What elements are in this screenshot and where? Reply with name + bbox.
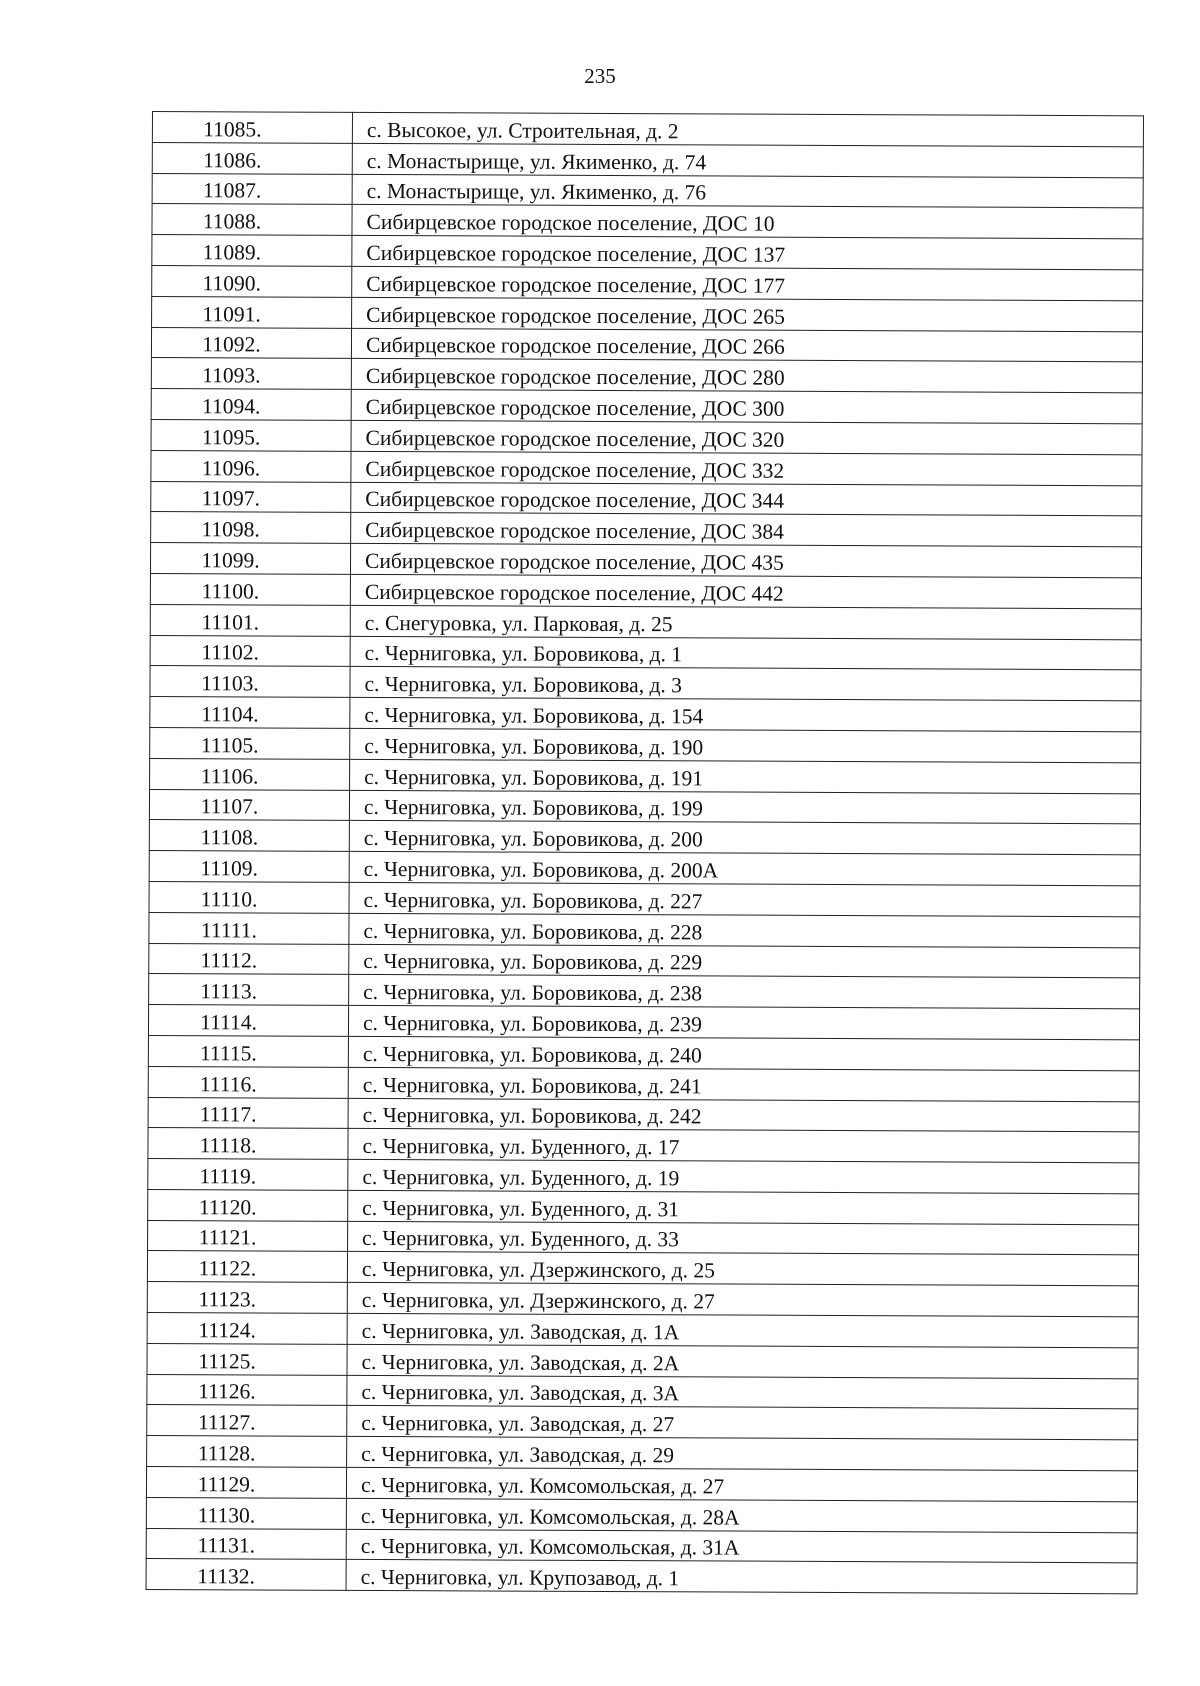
table-row [151, 419, 1142, 454]
row-number: 11129. [146, 1467, 346, 1499]
row-address: с. Черниговка, ул. Комсомольская, д. 27 [346, 1467, 1137, 1501]
row-number: 11105. [150, 727, 350, 759]
row-number: 11114. [148, 1005, 348, 1037]
address-table-body [146, 112, 1143, 1595]
row-number: 11088. [152, 204, 352, 236]
row-number: 11116. [148, 1066, 348, 1098]
row-address: с. Черниговка, ул. Заводская, д. 2А [347, 1344, 1138, 1378]
table-row [150, 666, 1141, 701]
table-row [152, 142, 1143, 177]
row-address: с. Монастырище, ул. Якименко, д. 74 [352, 143, 1143, 177]
row-number: 11109. [149, 851, 349, 883]
row-address: с. Черниговка, ул. Боровикова, д. 200А [349, 851, 1140, 885]
row-number: 11132. [146, 1559, 346, 1591]
row-address: с. Черниговка, ул. Боровикова, д. 200 [349, 821, 1140, 855]
row-address: с. Черниговка, ул. Боровикова, д. 238 [349, 975, 1140, 1009]
row-number: 11127. [147, 1405, 347, 1437]
table-row [151, 450, 1142, 485]
row-address: с. Черниговка, ул. Боровикова, д. 239 [348, 1005, 1139, 1039]
table-row [147, 1405, 1138, 1440]
row-number: 11108. [149, 820, 349, 852]
row-address: с. Черниговка, ул. Боровикова, д. 190 [350, 728, 1141, 762]
row-number: 11096. [151, 450, 351, 482]
table-row [152, 296, 1143, 331]
table-row [150, 635, 1141, 670]
row-number: 11091. [152, 296, 352, 328]
row-address: с. Черниговка, ул. Комсомольская, д. 31А [346, 1529, 1137, 1563]
row-address: Сибирцевское городское поселение, ДОС 300 [351, 390, 1142, 424]
row-address: с. Черниговка, ул. Боровикова, д. 227 [349, 882, 1140, 916]
table-row [151, 358, 1142, 393]
row-address: с. Черниговка, ул. Боровикова, д. 228 [349, 913, 1140, 947]
row-number: 11122. [147, 1251, 347, 1283]
table-row [149, 974, 1140, 1009]
table-row [151, 327, 1142, 362]
row-address: с. Черниговка, ул. Буденного, д. 31 [348, 1190, 1139, 1224]
row-address: с. Черниговка, ул. Дзержинского, д. 25 [347, 1252, 1138, 1286]
row-address: с. Черниговка, ул. Боровикова, д. 3 [350, 667, 1141, 701]
row-number: 11131. [146, 1528, 346, 1560]
table-row [152, 265, 1143, 300]
table-row [152, 204, 1143, 239]
row-address: с. Черниговка, ул. Боровикова, д. 240 [348, 1036, 1139, 1070]
row-number: 11111. [149, 912, 349, 944]
row-number: 11130. [146, 1497, 346, 1529]
row-address: с. Черниговка, ул. Крупозавод, д. 1 [346, 1560, 1137, 1594]
row-number: 11085. [152, 112, 352, 144]
row-number: 11128. [147, 1436, 347, 1468]
table-row [146, 1497, 1137, 1532]
row-number: 11124. [147, 1313, 347, 1345]
row-number: 11099. [150, 543, 350, 575]
table-row [151, 481, 1142, 516]
row-number: 11100. [150, 573, 350, 605]
table-row [150, 573, 1141, 608]
row-address: с. Черниговка, ул. Дзержинского, д. 27 [347, 1283, 1138, 1317]
table-row [148, 1128, 1139, 1163]
row-address: Сибирцевское городское поселение, ДОС 435 [350, 544, 1141, 578]
row-address: с. Снегуровка, ул. Парковая, д. 25 [350, 605, 1141, 639]
row-number: 11115. [148, 1035, 348, 1067]
table-row [151, 389, 1142, 424]
table-row [148, 1159, 1139, 1194]
row-number: 11119. [148, 1159, 348, 1191]
row-address: Сибирцевское городское поселение, ДОС 177 [352, 266, 1143, 300]
row-number: 11117. [148, 1097, 348, 1129]
table-row [149, 851, 1140, 886]
table-row [149, 820, 1140, 855]
table-row [147, 1436, 1138, 1471]
row-number: 11092. [151, 327, 351, 359]
table-row [148, 1220, 1139, 1255]
table-row [149, 912, 1140, 947]
row-address: с. Черниговка, ул. Заводская, д. 27 [347, 1406, 1138, 1440]
row-address: Сибирцевское городское поселение, ДОС 442 [350, 574, 1141, 608]
row-address: с. Монастырище, ул. Якименко, д. 76 [352, 174, 1143, 208]
row-address: Сибирцевское городское поселение, ДОС 384 [351, 513, 1142, 547]
row-number: 11089. [152, 235, 352, 267]
row-address: с. Черниговка, ул. Заводская, д. 3А [347, 1375, 1138, 1409]
table-row [146, 1559, 1137, 1594]
row-number: 11121. [148, 1220, 348, 1252]
table-row [146, 1467, 1137, 1502]
table-row [152, 235, 1143, 270]
table-row [150, 727, 1141, 762]
row-number: 11103. [150, 666, 350, 698]
row-address: Сибирцевское городское поселение, ДОС 265 [352, 297, 1143, 331]
table-row [150, 543, 1141, 578]
row-address: Сибирцевское городское поселение, ДОС 320 [351, 420, 1142, 454]
row-address: с. Черниговка, ул. Боровикова, д. 199 [349, 790, 1140, 824]
row-address: с. Черниговка, ул. Боровикова, д. 191 [350, 759, 1141, 793]
row-address: с. Черниговка, ул. Боровикова, д. 242 [348, 1098, 1139, 1132]
row-number: 11106. [150, 758, 350, 790]
row-number: 11087. [152, 173, 352, 205]
row-number: 11125. [147, 1343, 347, 1375]
row-address: Сибирцевское городское поселение, ДОС 266 [351, 328, 1142, 362]
row-number: 11102. [150, 635, 350, 667]
row-number: 11110. [149, 881, 349, 913]
row-number: 11112. [149, 943, 349, 975]
row-number: 11098. [151, 512, 351, 544]
table-row [149, 943, 1140, 978]
table-row [147, 1282, 1138, 1317]
table-row [148, 1097, 1139, 1132]
row-number: 11123. [147, 1282, 347, 1314]
table-row [147, 1251, 1138, 1286]
table-row [149, 881, 1140, 916]
row-address: с. Черниговка, ул. Боровикова, д. 229 [349, 944, 1140, 978]
row-address: Сибирцевское городское поселение, ДОС 137 [352, 236, 1143, 270]
row-number: 11113. [149, 974, 349, 1006]
row-number: 11095. [151, 419, 351, 451]
table-row [151, 512, 1142, 547]
table-row [150, 697, 1141, 732]
table-row [147, 1313, 1138, 1348]
row-number: 11120. [148, 1189, 348, 1221]
row-address: с. Черниговка, ул. Буденного, д. 19 [348, 1159, 1139, 1193]
row-address: с. Черниговка, ул. Заводская, д. 29 [347, 1437, 1138, 1471]
row-address: с. Черниговка, ул. Буденного, д. 33 [348, 1221, 1139, 1255]
table-row [146, 1528, 1137, 1563]
row-number: 11104. [150, 697, 350, 729]
row-address: Сибирцевское городское поселение, ДОС 344 [351, 482, 1142, 516]
row-address: с. Черниговка, ул. Комсомольская, д. 28А [346, 1498, 1137, 1532]
address-table [146, 111, 1144, 1595]
row-number: 11118. [148, 1128, 348, 1160]
table-row [149, 789, 1140, 824]
table-row [148, 1005, 1139, 1040]
row-number: 11126. [147, 1374, 347, 1406]
table-row [152, 173, 1143, 208]
row-address: с. Черниговка, ул. Боровикова, д. 154 [350, 698, 1141, 732]
row-number: 11086. [152, 142, 352, 174]
row-number: 11094. [151, 389, 351, 421]
row-number: 11093. [151, 358, 351, 390]
row-address: с. Черниговка, ул. Боровикова, д. 1 [350, 636, 1141, 670]
row-number: 11090. [152, 265, 352, 297]
row-address: с. Черниговка, ул. Буденного, д. 17 [348, 1129, 1139, 1163]
table-row [152, 112, 1143, 147]
row-address: Сибирцевское городское поселение, ДОС 280 [351, 359, 1142, 393]
table-row [150, 604, 1141, 639]
row-address: Сибирцевское городское поселение, ДОС 332 [351, 451, 1142, 485]
row-number: 11107. [149, 789, 349, 821]
table-row [148, 1035, 1139, 1070]
row-number: 11097. [151, 481, 351, 513]
table-row [147, 1374, 1138, 1409]
table-row [148, 1066, 1139, 1101]
table-row [150, 758, 1141, 793]
row-address: Сибирцевское городское поселение, ДОС 10 [352, 205, 1143, 239]
row-address: с. Черниговка, ул. Боровикова, д. 241 [348, 1067, 1139, 1101]
row-address: с. Высокое, ул. Строительная, д. 2 [352, 112, 1143, 146]
table-row [147, 1343, 1138, 1378]
page-number: 235 [584, 64, 616, 88]
table-row [148, 1189, 1139, 1224]
row-number: 11101. [150, 604, 350, 636]
row-address: с. Черниговка, ул. Заводская, д. 1А [347, 1313, 1138, 1347]
